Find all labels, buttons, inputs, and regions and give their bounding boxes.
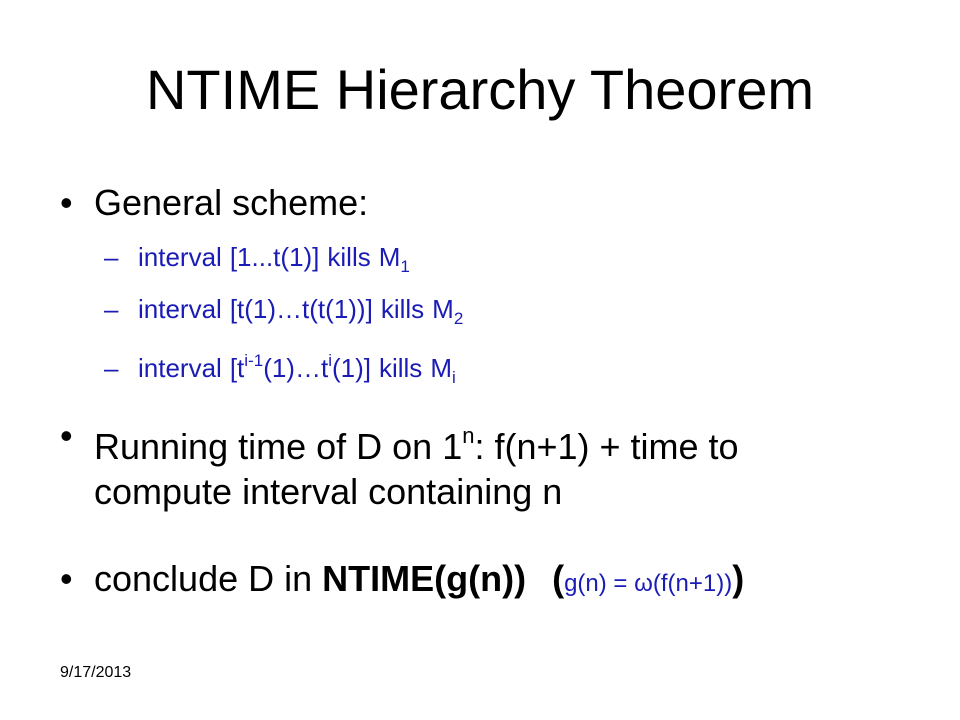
- sub-bullet-word: kills: [378, 353, 423, 383]
- sub-bullet-dash: –: [104, 353, 119, 383]
- bullet-text-line2: compute interval containing n: [94, 471, 563, 512]
- bullet-marker: •: [60, 182, 73, 223]
- bullet-conclusion: [60, 556, 744, 606]
- slide-title: NTIME Hierarchy Theorem: [145, 58, 814, 121]
- machine-symbol: M: [432, 294, 454, 324]
- bullet-text: General scheme:: [94, 182, 369, 223]
- sub-bullet-word: interval: [138, 353, 222, 383]
- sub-bullet-2: [104, 292, 463, 336]
- sub-bullet-word: interval: [138, 294, 222, 324]
- input-superscript: n: [462, 423, 475, 448]
- sub-bullet-range-part: [t: [229, 353, 245, 383]
- sub-bullet-range-part: (1)…t: [263, 353, 329, 383]
- bullet-text: conclude D in: [94, 558, 323, 599]
- bullet-text-block: [94, 556, 744, 606]
- bullet-marker: •: [60, 415, 73, 456]
- machine-subscript: i: [451, 368, 456, 387]
- open-paren: (: [552, 558, 565, 599]
- bullet-running-time: [60, 413, 739, 514]
- bullet-text-block: [94, 413, 739, 514]
- range-superscript: i: [328, 351, 332, 370]
- range-superscript: i-1: [244, 351, 264, 370]
- sub-bullet-range: [1...t(1)]: [229, 242, 320, 272]
- sub-bullet-word: kills: [327, 242, 371, 272]
- machine-subscript: 2: [453, 309, 464, 328]
- machine-symbol: M: [378, 242, 401, 272]
- close-paren: ): [732, 558, 745, 599]
- machine-symbol: M: [430, 353, 452, 383]
- machine-subscript: 1: [400, 257, 410, 276]
- sub-bullet-range-part: (1)]: [331, 353, 371, 383]
- sub-bullet-1: [104, 240, 410, 284]
- slide-date: 9/17/2013: [60, 664, 132, 681]
- sub-bullet-dash: –: [104, 294, 119, 324]
- sub-bullet-word: kills: [380, 294, 425, 324]
- ntime-class: NTIME(g(n)): [322, 558, 527, 599]
- sub-bullet-3: [104, 344, 456, 395]
- growth-condition: g(n) = ω(f(n+1)): [564, 570, 733, 597]
- sub-bullet-range: [t(1)…t(t(1))]: [229, 294, 373, 324]
- bullet-marker: •: [60, 558, 73, 599]
- bullet-general-scheme: [60, 180, 368, 225]
- bullet-text: : f(n+1) + time to: [474, 426, 739, 467]
- sub-bullet-word: interval: [138, 242, 222, 272]
- sub-bullet-dash: –: [104, 242, 119, 272]
- bullet-text: Running time of D on 1: [94, 426, 463, 467]
